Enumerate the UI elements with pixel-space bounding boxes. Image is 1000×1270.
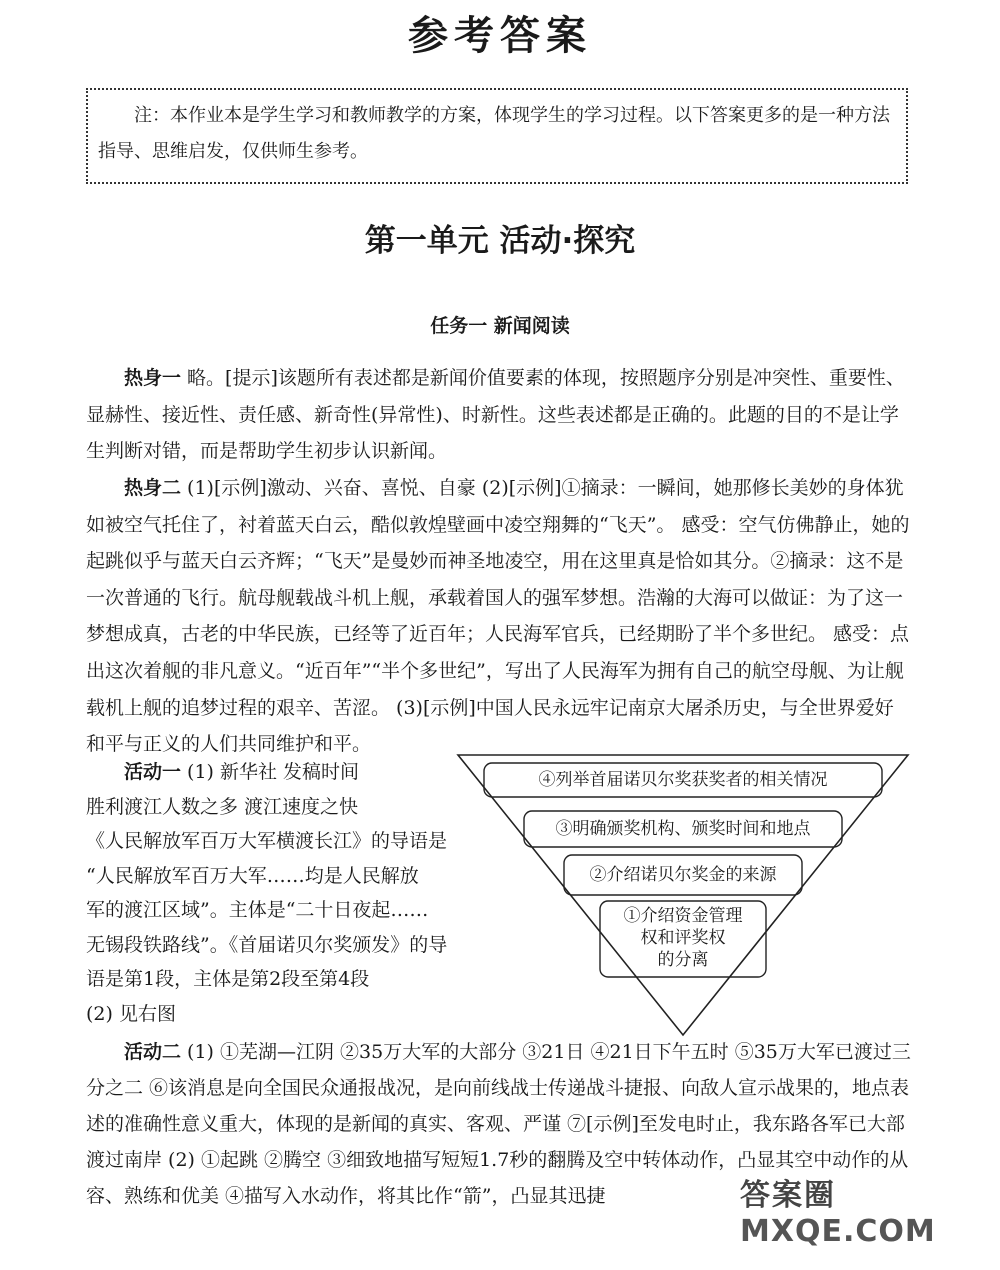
warmup-2-text: (1)[示例]激动、兴奋、喜悦、自豪 (2)[示例]①摘录：一瞬间，她那修长美妙的身体犹如被空气托住了，衬着蓝天白云，酷似敦煌壁画中凌空翔舞的“飞天”。 感受：空气仿佛静止，她的起跳似乎与蓝天白云齐辉；“飞天”是曼妙而神圣地凌空，用在这里真是恰如其分。②摘录：这不是一次普通的飞行。航母舰载战斗机上舰，承载着国人的强军梦想。浩瀚的大海可以做证：为了这一梦想成真，古老的中华民族，已经等了近百年；人民海军官兵，已经期盼了半个多世纪。 感受：点出这次着舰的非凡意义。“近百年”“半个多世纪”，写出了人民海军为拥有自己的航空母舰、为让舰载机上舰的追梦过程的艰辛、苦涩。 (3)[示例]中国人民永远牢记南京大屠杀历史，与全世界爱好和平与正义的人们共同维护和平。	[86, 477, 910, 756]
activity-1-block	[86, 755, 458, 1031]
watermark-url: MXQE.COM	[740, 1214, 936, 1249]
warmup-2-paragraph	[86, 470, 912, 763]
warmup-1-paragraph	[86, 360, 912, 470]
activity-2-text: (1) ①芜湖—江阴 ②35万大军的大部分 ③21日 ④21日下午五时 ⑤35万大军已渡过三分之二 ⑥该消息是向全国民众通报战况，是向前线战士传递战斗捷报、向敌人宣示战果的，地点表述的准确性意义重大，体现的是新闻的真实、客观、严谨 ⑦[示例]至发电时止，我东路各军已大部渡过南岸 (2) ①起跳 ②腾空 ③细致地描写短短1.7秒的翻腾及空中转体动作，凸显其空中动作的从容、熟练和优美 ④描写入水动作，将其比作“箭”，凸显其迅捷	[86, 1041, 911, 1207]
watermark	[740, 1170, 936, 1249]
pyramid-tier-4: ①介绍资金管理 权和评奖权 的分离	[623, 906, 743, 970]
page-title: 参考答案	[408, 12, 592, 59]
activity-1-line: 活动一 (1) 新华社 发稿时间	[124, 761, 360, 783]
watermark-brand: 答案圈	[740, 1178, 836, 1213]
warmup-1-text: 略。[提示]该题所有表述都是新闻价值要素的体现，按照题序分别是冲突性、重要性、显赫性、接近性、责任感、新奇性(异常性)、时新性。这些表述都是正确的。此题的目的不是让学生判断对错，而是帮助学生初步认识新闻。	[86, 367, 905, 463]
note-text: 注：本作业本是学生学习和教师教学的方案，体现学生的学习过程。以下答案更多的是一种方法指导、思维启发，仅供师生参考。	[98, 105, 890, 162]
activity-1-line: 军的渡江区域”。主体是“二十日夜起……	[86, 899, 429, 921]
task-heading: 任务一 新闻阅读	[430, 315, 570, 337]
note-box	[86, 88, 908, 184]
activity-1-line: 无锡段铁路线”。《首届诺贝尔奖颁发》的导	[86, 933, 448, 956]
inverted-pyramid-diagram	[446, 747, 920, 1037]
activity-2-label: 活动二	[124, 1041, 182, 1063]
activity-1-line: 语是第1段，主体是第2段至第4段	[86, 968, 370, 990]
activity-1-label: 活动一	[124, 761, 182, 783]
pyramid-tier-2: ③明确颁奖机构、颁奖时间和地点	[555, 819, 811, 839]
pyramid-tier-1: ④列举首届诺贝尔奖获奖者的相关情况	[538, 770, 828, 790]
activity-1-line: (2) 见右图	[86, 1002, 176, 1025]
activity-1-line: 胜利渡江人数之多 渡江速度之快	[86, 795, 359, 818]
pyramid-tier-3: ②介绍诺贝尔奖金的来源	[589, 865, 777, 885]
activity-1-line: 《人民解放军百万大军横渡长江》的导语是	[86, 830, 448, 852]
activity-1-line: “人民解放军百万大军……均是人民解放	[86, 864, 419, 887]
unit-heading: 第一单元 活动·探究	[364, 223, 636, 259]
warmup-2-label: 热身二	[124, 477, 182, 499]
warmup-1-label: 热身一	[124, 367, 182, 389]
